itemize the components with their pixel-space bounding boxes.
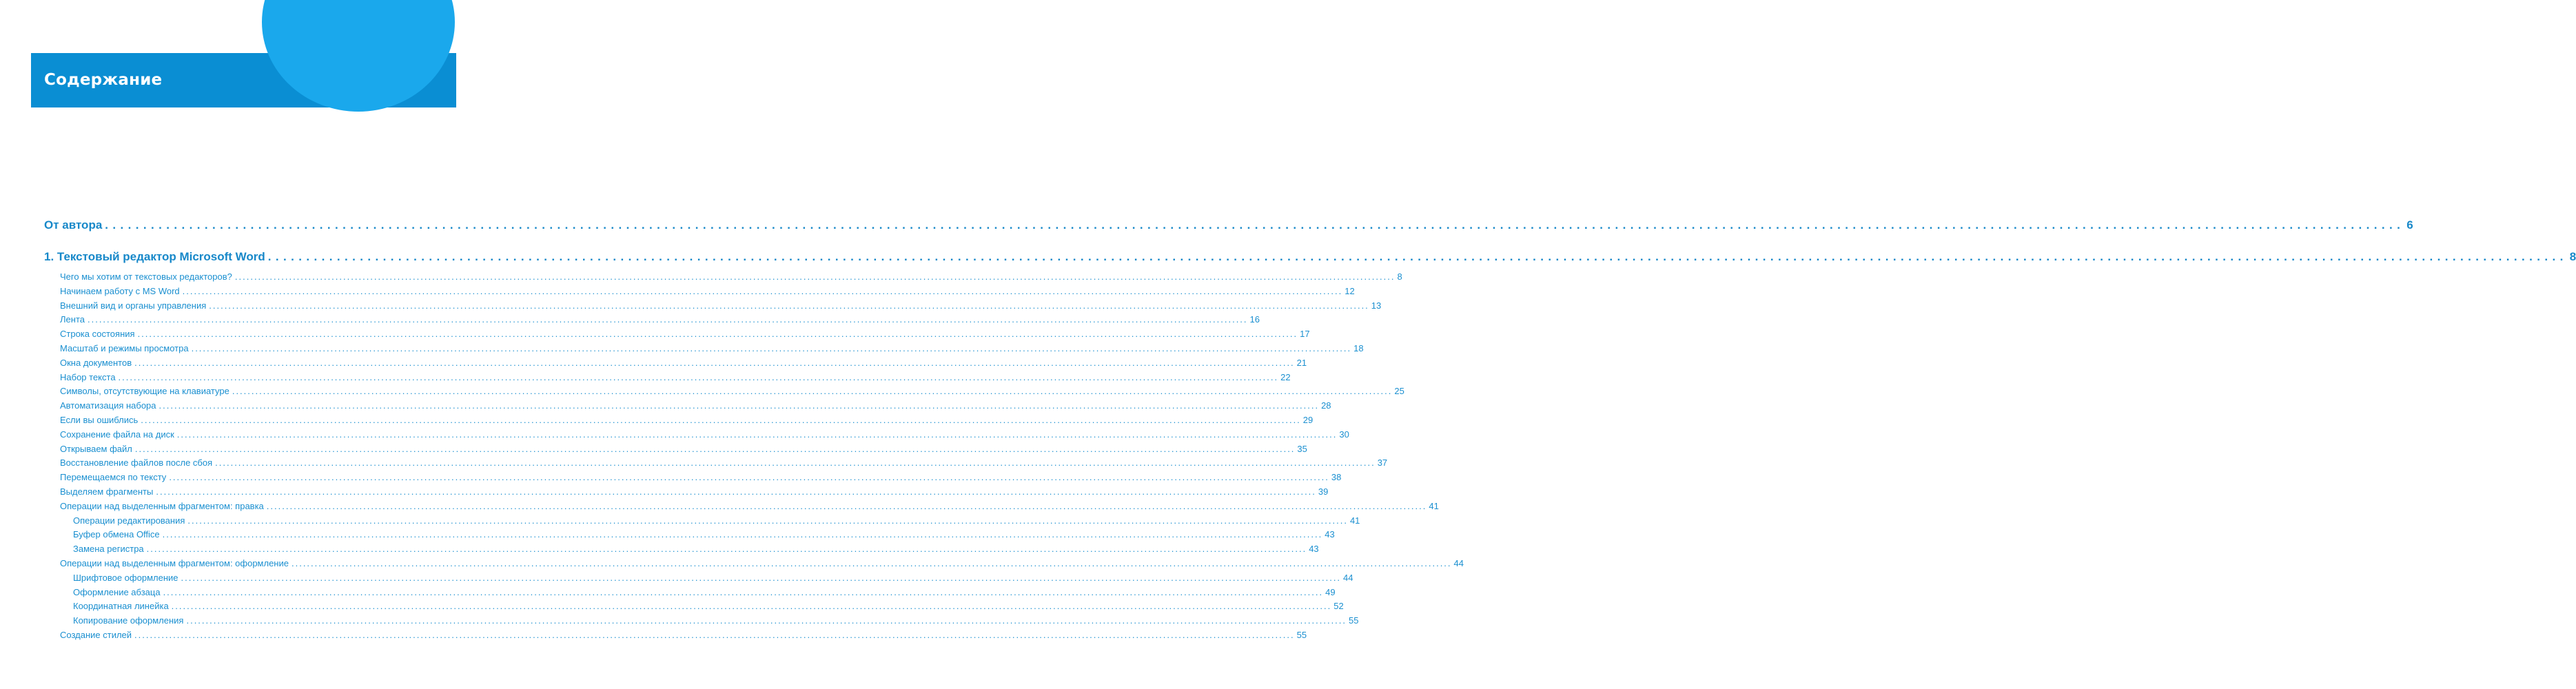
toc-entry-page: 44 [1343, 572, 1353, 583]
toc-entry[interactable] [44, 442, 1307, 457]
toc-entry-title: Перемещаемся по тексту [60, 472, 167, 483]
toc-entry-title: Восстановление файлов после сбоя [60, 457, 213, 469]
toc-entry-page: 18 [1353, 342, 1364, 353]
toc-entry-title: Оформление абзаца [73, 586, 161, 597]
toc-entry-page: 38 [1331, 472, 1342, 483]
toc-entry-title: 1. Текстовый редактор Microsoft Word [44, 250, 265, 263]
toc-leader-dots: ............................................................................................................................................................................................................................................................................................................ [134, 629, 1295, 640]
toc-entry[interactable] [44, 456, 1388, 471]
toc-entry-title: Шрифтовое оформление [73, 572, 178, 583]
toc-entry[interactable] [44, 500, 1439, 514]
toc-leader-dots: ............................................................................................................................................................................................................................................................................................................ [186, 615, 1347, 626]
toc-entry-page: 41 [1349, 515, 1360, 526]
toc-entry-title: От автора [44, 218, 103, 232]
toc-entry-title: Масштаб и режимы просмотра [60, 342, 189, 353]
toc-leader-dots: ............................................................................................................................................................................................................................................................................................................ [134, 443, 1296, 454]
toc-entry[interactable] [44, 384, 1404, 399]
toc-entry-page: 29 [1302, 414, 1313, 425]
toc-entry-page: 43 [1325, 529, 1335, 540]
toc-entry[interactable] [44, 270, 1402, 285]
toc-entry-page: 22 [1280, 371, 1291, 382]
toc-entry[interactable] [44, 557, 1464, 571]
toc-leader-dots: ............................................................................................................................................................................................................................................................................................................ [118, 371, 1279, 382]
toc-entry[interactable] [44, 327, 1310, 342]
toc-leader-dots: ............................................................................................................................................................................................................................................................................................................ [146, 544, 1307, 555]
toc-leader-dots: ............................................................................................................................................................................................................................................................................................................ [267, 250, 2568, 263]
toc-leader-dots: ............................................................................................................................................................................................................................................................................................................ [232, 386, 1393, 397]
toc-entry-title: Внешний вид и органы управления [60, 300, 207, 311]
toc-leader-dots: ............................................................................................................................................................................................................................................................................................................ [291, 557, 1452, 568]
toc-entry-page: 43 [1309, 544, 1319, 555]
toc-leader-dots: ............................................................................................................................................................................................................................................................................................................ [171, 601, 1332, 612]
toc-entry[interactable] [44, 285, 1355, 299]
toc-leader-dots: ............................................................................................................................................................................................................................................................................................................ [209, 300, 1369, 311]
toc-header-banner [31, 53, 456, 107]
toc-entry-title: Буфер обмена Office [73, 529, 160, 540]
table-of-contents [44, 216, 2576, 643]
toc-entry-page: 6 [2406, 218, 2413, 232]
toc-entry[interactable] [44, 542, 1319, 557]
toc-entry[interactable] [44, 586, 1336, 600]
page-title: Содержание [44, 71, 163, 89]
toc-leader-dots: ............................................................................................................................................................................................................................................................................................................ [141, 414, 1301, 425]
toc-entry[interactable] [44, 413, 1313, 428]
toc-entry-title: Начинаем работу с MS Word [60, 285, 180, 296]
toc-entry-page: 8 [1397, 271, 1402, 282]
toc-leader-dots: ............................................................................................................................................................................................................................................................................................................ [182, 285, 1343, 296]
toc-leader-dots: ............................................................................................................................................................................................................................................................................................................ [105, 218, 2405, 232]
toc-entry-page: 25 [1394, 386, 1404, 397]
toc-entry-title: Выделяем фрагменты [60, 486, 154, 497]
toc-entry-page: 44 [1453, 557, 1464, 568]
toc-entry[interactable] [44, 399, 1331, 413]
toc-entry[interactable] [44, 528, 1335, 542]
toc-entry-title: Лента [60, 314, 85, 325]
toc-entry[interactable] [44, 342, 1364, 356]
toc-entry-title: Сохранение файла на диск [60, 429, 174, 440]
toc-entry-page: 28 [1321, 400, 1331, 411]
toc-entry-page: 39 [1318, 486, 1329, 497]
toc-entry[interactable] [44, 299, 1382, 313]
toc-entry-page: 12 [1345, 285, 1355, 296]
toc-entry-title: Чего мы хотим от текстовых редакторов? [60, 271, 232, 282]
toc-leader-dots: ............................................................................................................................................................................................................................................................................................................ [187, 515, 1348, 526]
toc-leader-dots: ............................................................................................................................................................................................................................................................................................................ [181, 572, 1342, 583]
toc-leader-dots: ............................................................................................................................................................................................................................................................................................................ [162, 529, 1323, 540]
toc-leader-dots: ............................................................................................................................................................................................................................................................................................................ [234, 271, 1396, 282]
toc-entry-page: 21 [1296, 357, 1307, 368]
toc-leader-dots: ............................................................................................................................................................................................................................................................................................................ [159, 400, 1320, 411]
toc-entry-title: Если вы ошиблись [60, 414, 139, 425]
toc-entry-title: Строка состояния [60, 329, 135, 340]
toc-entry[interactable] [44, 628, 1307, 643]
toc-entry[interactable] [44, 371, 1291, 385]
toc-entry[interactable] [44, 248, 2576, 266]
toc-entry-page: 8 [2569, 250, 2576, 263]
toc-entry-page: 13 [1371, 300, 1382, 311]
toc-leader-dots: ............................................................................................................................................................................................................................................................................................................ [137, 329, 1298, 340]
toc-leader-dots: ............................................................................................................................................................................................................................................................................................................ [176, 429, 1338, 440]
toc-leader-dots: ............................................................................................................................................................................................................................................................................................................ [266, 500, 1427, 511]
toc-leader-dots: ............................................................................................................................................................................................................................................................................................................ [191, 342, 1352, 353]
toc-entry-page: 17 [1300, 329, 1310, 340]
toc-entry-title: Замена регистра [73, 544, 144, 555]
toc-leader-dots: ............................................................................................................................................................................................................................................................................................................ [134, 357, 1295, 368]
toc-entry-page: 30 [1339, 429, 1349, 440]
toc-entry[interactable] [44, 614, 1359, 628]
toc-entry-title: Операции над выделенным фрагментом: оформление [60, 557, 289, 568]
toc-entry[interactable] [44, 485, 1329, 500]
toc-entry-page: 52 [1333, 601, 1344, 612]
toc-entry-title: Набор текста [60, 371, 116, 382]
toc-entry-page: 37 [1377, 457, 1388, 469]
decorative-arc [262, 0, 455, 112]
toc-entry-title: Окна документов [60, 357, 132, 368]
toc-entry[interactable] [44, 313, 1260, 327]
toc-entry-title: Координатная линейка [73, 601, 169, 612]
toc-entry[interactable] [44, 471, 1342, 485]
toc-entry-title: Автоматизация набора [60, 400, 156, 411]
toc-entry-title: Операции редактирования [73, 515, 185, 526]
toc-entry-page: 41 [1429, 500, 1439, 511]
toc-entry-title: Символы, отсутствующие на клавиатуре [60, 386, 229, 397]
toc-leader-dots: ............................................................................................................................................................................................................................................................................................................ [169, 472, 1329, 483]
toc-entry-title: Открываем файл [60, 443, 132, 454]
toc-entry-title: Создание стилей [60, 629, 132, 640]
toc-leader-dots: ............................................................................................................................................................................................................................................................................................................ [156, 486, 1316, 497]
toc-entry[interactable] [44, 356, 1307, 371]
toc-entry-page: 16 [1249, 314, 1260, 325]
toc-entry-title: Операции над выделенным фрагментом: правка [60, 500, 264, 511]
toc-entry[interactable] [44, 216, 2413, 234]
toc-entry[interactable] [44, 428, 1349, 442]
toc-leader-dots: ............................................................................................................................................................................................................................................................................................................ [87, 314, 1248, 325]
toc-entry[interactable] [44, 514, 1360, 528]
toc-entry[interactable] [44, 599, 1344, 614]
toc-entry-page: 49 [1325, 586, 1336, 597]
toc-entry-page: 35 [1297, 443, 1307, 454]
toc-entry-page: 55 [1296, 629, 1307, 640]
toc-leader-dots: ............................................................................................................................................................................................................................................................................................................ [215, 457, 1376, 469]
toc-leader-dots: ............................................................................................................................................................................................................................................................................................................ [163, 586, 1324, 597]
toc-entry-page: 55 [1349, 615, 1359, 626]
toc-entry-title: Копирование оформления [73, 615, 184, 626]
toc-entry[interactable] [44, 571, 1353, 586]
